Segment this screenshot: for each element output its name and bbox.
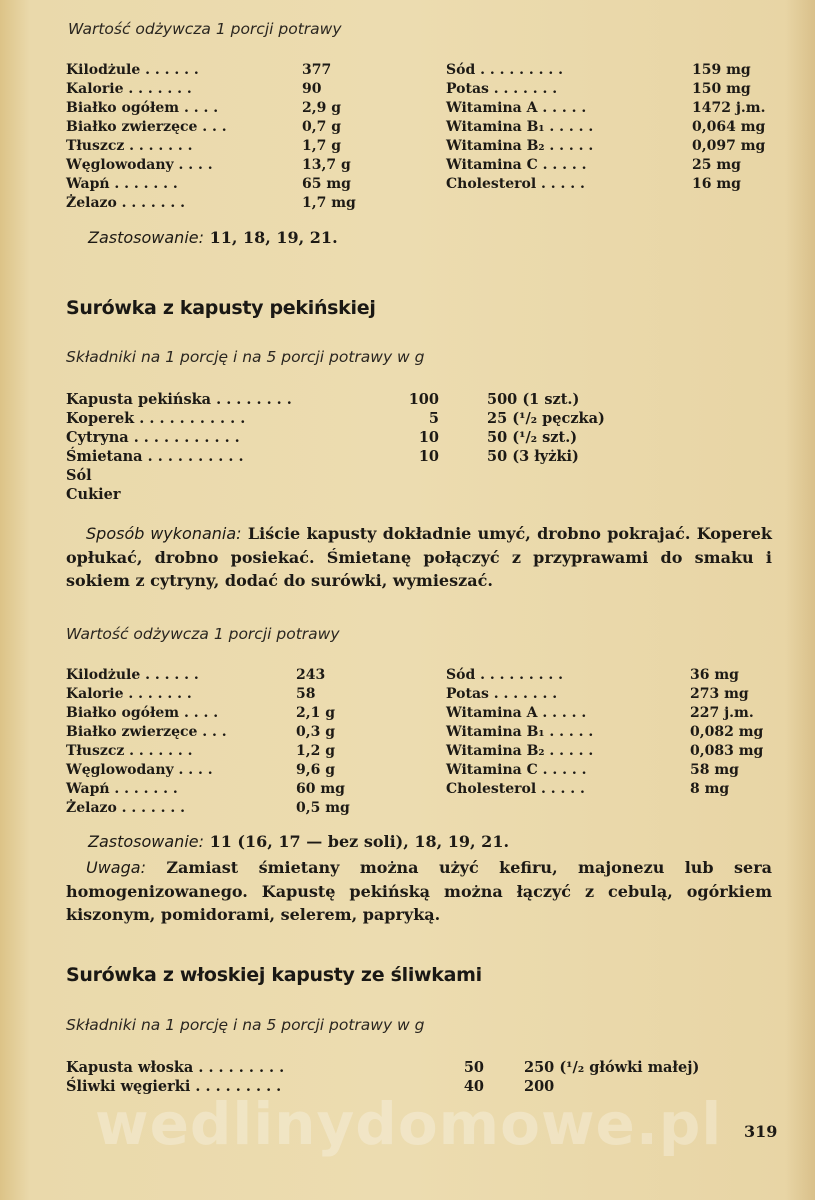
- ingredient-row: [66, 485, 626, 504]
- nutrient-value: 9,6 g: [296, 762, 336, 778]
- nutrition-row: [66, 99, 386, 118]
- nutrition-row: [446, 80, 776, 99]
- nutrition-heading-1: Wartość odżywcza 1 porcji potrawy: [68, 20, 342, 38]
- nutrition-row: [446, 780, 776, 799]
- nutrition-heading-2: Wartość odżywcza 1 porcji potrawy: [66, 625, 340, 643]
- nutrient-value: 25 mg: [692, 157, 741, 173]
- ingredient-name: Sól: [66, 467, 92, 484]
- nutrition-row: [66, 61, 386, 80]
- nutrition-row: [66, 742, 386, 761]
- nutrient-label: Cholesterol . . . . .: [446, 176, 585, 192]
- nutrition-row: [66, 80, 386, 99]
- nutrient-label: Węglowodany . . . .: [66, 762, 213, 778]
- nutrient-label: Sód . . . . . . . . .: [446, 667, 563, 683]
- usage-line-2: Zastosowanie: 11 (16, 17 — bez soli), 18, 19, 21.: [88, 832, 510, 851]
- nutrient-value: 0,082 mg: [690, 724, 764, 740]
- nutrient-label: Witamina B₂ . . . . .: [446, 138, 594, 154]
- nutrition-row: [66, 118, 386, 137]
- nutrient-value: 227 j.m.: [690, 705, 754, 721]
- nutrient-value: 1,2 g: [296, 743, 336, 759]
- nutrition-row: [66, 175, 386, 194]
- nutrient-label: Żelazo . . . . . . .: [66, 800, 186, 816]
- nutrient-label: Witamina A . . . . .: [446, 705, 587, 721]
- nutrient-value: 243: [296, 667, 326, 683]
- nutrient-value: 65 mg: [302, 176, 351, 192]
- nutrient-value: 0,064 mg: [692, 119, 766, 135]
- nutrient-value: 273 mg: [690, 686, 749, 702]
- nutrition-row: [66, 156, 386, 175]
- ingredient-name: Koperek . . . . . . . . . . .: [66, 410, 246, 427]
- nutrient-label: Witamina B₁ . . . . .: [446, 724, 594, 740]
- nutrient-label: Białko ogółem . . . .: [66, 100, 219, 116]
- nutrition-table-2-right: [446, 666, 776, 799]
- nutrient-value: 1,7 g: [302, 138, 342, 154]
- nutrient-label: Potas . . . . . . .: [446, 686, 558, 702]
- ingredient-name: Kapusta włoska . . . . . . . . .: [66, 1059, 285, 1076]
- nutrition-row: [446, 666, 776, 685]
- nutrient-label: Witamina B₁ . . . . .: [446, 119, 594, 135]
- nutrient-value: 1,7 mg: [302, 195, 356, 211]
- ingredient-amount-5: 25 (¹/₂ pęczka): [487, 410, 605, 427]
- nutrition-table-1-right: [446, 61, 776, 194]
- method-paragraph-1: Sposób wykonania: Liście kapusty dokładnie umyć, drobno pokrajać. Koperek opłukać, drobno posiekać. Śmietanę połączyć z przyprawami do smaku i sokiem z cytryny, dodać do surówki, wymieszać.: [66, 524, 772, 590]
- nutrition-row: [446, 61, 776, 80]
- nutrition-row: [446, 175, 776, 194]
- ingredients-heading-2: Składniki na 1 porcję i na 5 porcji potrawy w g: [66, 1016, 425, 1034]
- nutrition-row: [446, 137, 776, 156]
- nutrient-value: 58: [296, 686, 316, 702]
- ingredient-row: [66, 409, 626, 428]
- nutrient-label: Węglowodany . . . .: [66, 157, 213, 173]
- ingredient-row: [66, 1058, 726, 1077]
- nutrient-value: 377: [302, 62, 332, 78]
- nutrition-row: [66, 666, 386, 685]
- nutrient-value: 159 mg: [692, 62, 751, 78]
- nutrition-row: [446, 99, 776, 118]
- ingredient-amount-1: 50: [463, 1059, 484, 1076]
- ingredient-amount-1: 10: [418, 448, 439, 465]
- nutrient-label: Kalorie . . . . . . .: [66, 81, 192, 97]
- ingredient-amount-5: 250 (¹/₂ główki małej): [524, 1059, 700, 1076]
- nutrient-label: Witamina B₂ . . . . .: [446, 743, 594, 759]
- nutrient-value: 36 mg: [690, 667, 739, 683]
- ingredients-heading-1: Składniki na 1 porcję i na 5 porcji potrawy w g: [66, 348, 425, 366]
- nutrient-label: Żelazo . . . . . . .: [66, 195, 186, 211]
- nutrient-label: Białko zwierzęce . . .: [66, 724, 227, 740]
- nutrition-row: [446, 723, 776, 742]
- nutrient-label: Witamina C . . . . .: [446, 762, 587, 778]
- nutrition-row: [66, 799, 386, 818]
- ingredient-row: [66, 428, 626, 447]
- recipe-title-1: Surówka z kapusty pekińskiej: [66, 297, 376, 319]
- ingredient-row: [66, 447, 626, 466]
- ingredient-amount-5: 200: [524, 1078, 555, 1095]
- ingredient-name: Śliwki węgierki . . . . . . . . .: [66, 1078, 282, 1095]
- ingredient-name: Kapusta pekińska . . . . . . . .: [66, 391, 292, 408]
- nutrition-table-1-left: [66, 61, 386, 213]
- nutrient-label: Wapń . . . . . . .: [66, 781, 178, 797]
- nutrient-value: 0,083 mg: [690, 743, 764, 759]
- nutrition-row: [66, 704, 386, 723]
- ingredient-name: Śmietana . . . . . . . . . .: [66, 448, 244, 465]
- nutrient-label: Białko zwierzęce . . .: [66, 119, 227, 135]
- nutrient-label: Tłuszcz . . . . . . .: [66, 743, 193, 759]
- ingredient-name: Cukier: [66, 486, 121, 503]
- nutrient-value: 2,9 g: [302, 100, 342, 116]
- nutrient-value: 13,7 g: [302, 157, 351, 173]
- nutrition-row: [446, 761, 776, 780]
- ingredient-name: Cytryna . . . . . . . . . . .: [66, 429, 240, 446]
- nutrient-label: Witamina C . . . . .: [446, 157, 587, 173]
- nutrition-row: [446, 118, 776, 137]
- nutrition-row: [66, 194, 386, 213]
- nutrient-value: 2,1 g: [296, 705, 336, 721]
- ingredient-amount-5: 50 (¹/₂ szt.): [487, 429, 578, 446]
- nutrient-label: Kalorie . . . . . . .: [66, 686, 192, 702]
- nutrition-row: [446, 156, 776, 175]
- nutrition-row: [446, 742, 776, 761]
- nutrition-row: [66, 685, 386, 704]
- nutrient-value: 0,3 g: [296, 724, 336, 740]
- nutrient-value: 0,097 mg: [692, 138, 766, 154]
- nutrition-row: [446, 685, 776, 704]
- nutrition-row: [66, 761, 386, 780]
- nutrient-label: Wapń . . . . . . .: [66, 176, 178, 192]
- recipe-title-2: Surówka z włoskiej kapusty ze śliwkami: [66, 964, 482, 986]
- nutrient-value: 0,5 mg: [296, 800, 350, 816]
- ingredient-amount-1: 40: [463, 1078, 484, 1095]
- usage-line-1: Zastosowanie: 11, 18, 19, 21.: [88, 228, 338, 247]
- nutrient-value: 150 mg: [692, 81, 751, 97]
- nutrient-value: 1472 j.m.: [692, 100, 766, 116]
- nutrition-row: [66, 723, 386, 742]
- nutrient-value: 16 mg: [692, 176, 741, 192]
- ingredient-amount-5: 50 (3 łyżki): [487, 448, 579, 465]
- ingredient-row: [66, 390, 626, 409]
- nutrient-label: Potas . . . . . . .: [446, 81, 558, 97]
- nutrition-row: [66, 137, 386, 156]
- nutrient-value: 8 mg: [690, 781, 730, 797]
- ingredient-amount-1: 5: [428, 410, 439, 427]
- nutrient-label: Tłuszcz . . . . . . .: [66, 138, 193, 154]
- nutrient-value: 90: [302, 81, 322, 97]
- page-number: 319: [744, 1122, 778, 1141]
- nutrition-row: [66, 780, 386, 799]
- ingredient-row: [66, 466, 626, 485]
- nutrient-label: Witamina A . . . . .: [446, 100, 587, 116]
- nutrient-label: Białko ogółem . . . .: [66, 705, 219, 721]
- ingredients-table-1: [66, 390, 626, 504]
- ingredient-amount-1: 100: [408, 391, 439, 408]
- nutrient-value: 0,7 g: [302, 119, 342, 135]
- note-paragraph-1: Uwaga: Zamiast śmietany można użyć kefiru, majonezu lub sera homogenizowanego. Kapustę pekińską można łączyć z cebulą, ogórkiem kiszonym, pomidorami, selerem, papryką.: [66, 858, 772, 924]
- nutrient-label: Cholesterol . . . . .: [446, 781, 585, 797]
- nutrient-label: Kilodżule . . . . . .: [66, 667, 199, 683]
- watermark: wedlinydomowe.pl: [95, 1090, 723, 1158]
- nutrition-row: [446, 704, 776, 723]
- ingredient-amount-1: 10: [418, 429, 439, 446]
- nutrition-table-2-left: [66, 666, 386, 818]
- ingredient-amount-5: 500 (1 szt.): [487, 391, 580, 408]
- nutrient-label: Kilodżule . . . . . .: [66, 62, 199, 78]
- nutrient-label: Sód . . . . . . . . .: [446, 62, 563, 78]
- nutrient-value: 58 mg: [690, 762, 739, 778]
- nutrient-value: 60 mg: [296, 781, 345, 797]
